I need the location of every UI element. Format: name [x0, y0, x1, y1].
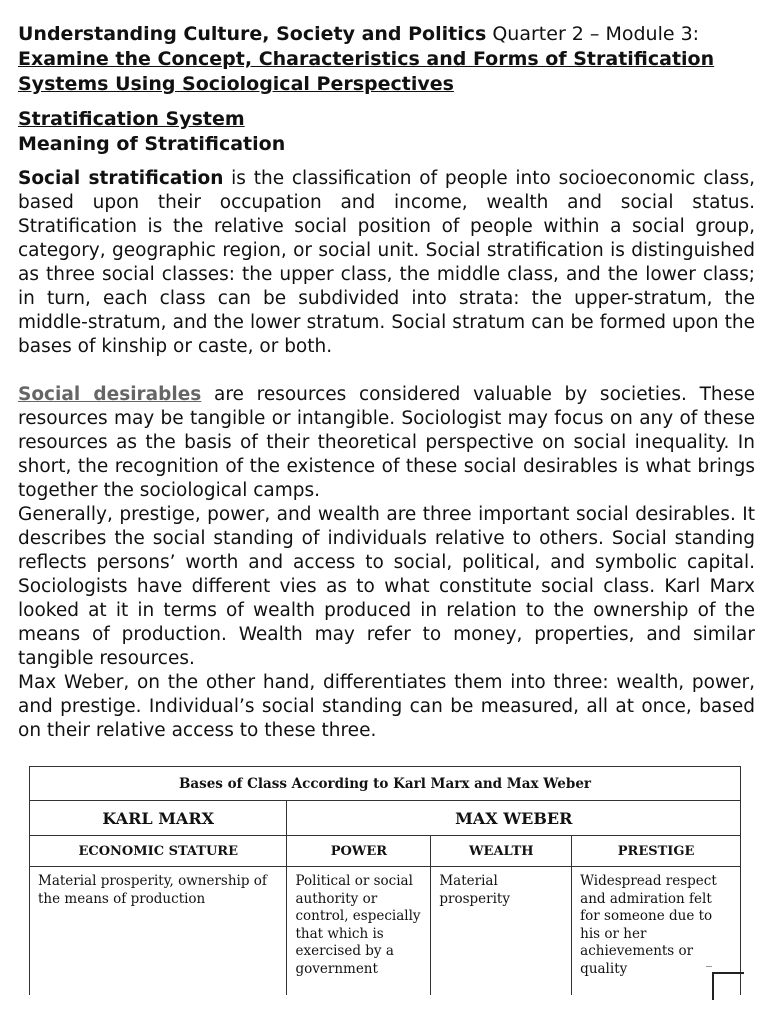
paragraph-max-weber: Max Weber, on the other hand, differentiates them into three: wealth, power, and prestige. Individual’s social standing can be measured, all at once, based on their relative access to these three.: [18, 672, 755, 741]
paragraph-prestige-power-wealth: Generally, prestige, power, and wealth are three important social desirables. It describes the social standing of individuals relative to others. Social standing reflects persons’ worth and access to social, political, and symbolic capital. Sociologists have different vies as to what constitute social class. Karl Marx looked at it in terms of wealth produced in relation to the ownership of the means of production. Wealth may refer to money, properties, and similar tangible resources.: [18, 504, 755, 669]
term-social-desirables: Social desirables: [18, 384, 202, 405]
cell-economic-stature: Material prosperity, ownership of the means of production: [30, 867, 287, 996]
cell-prestige: Widespread respect and admiration felt for someone due to his or her achievements or quality: [572, 867, 741, 996]
cell-power: Political or social authority or control, especially that which is exercised by a government: [287, 867, 431, 996]
subheader-prestige: PRESTIGE: [572, 836, 741, 867]
subheader-power: POWER: [287, 836, 431, 867]
paragraph-social-stratification: [18, 167, 755, 359]
document-page: [18, 22, 755, 743]
bases-of-class-table: [29, 766, 741, 995]
module-label: Quarter 2 – Module 3:: [486, 23, 700, 45]
section-title-meaning: Meaning of Stratification: [18, 133, 286, 155]
cell-wealth: Material prosperity: [431, 867, 572, 996]
page-corner-mark: [712, 972, 744, 1000]
paragraph-text: are resources considered valuable by societies. These resources may be tangible or intangible. Sociologist may focus on any of these resources as the basis of their theoretical perspective on social inequality. In short, the recognition of the existence of these social desirables is what brings together the sociological camps.: [18, 384, 755, 501]
term-social-stratification: Social stratification: [18, 168, 224, 189]
section-title-stratification-system: Stratification System: [18, 108, 245, 130]
page-mark: [706, 966, 712, 971]
header-max-weber: MAX WEBER: [287, 801, 741, 836]
subheader-economic-stature: ECONOMIC STATURE: [30, 836, 287, 867]
table-title: Bases of Class According to Karl Marx and Max Weber: [30, 767, 741, 801]
paragraph-social-desirables: [18, 383, 755, 503]
header-karl-marx: KARL MARX: [30, 801, 287, 836]
subheader-wealth: WEALTH: [431, 836, 572, 867]
module-subtitle: [18, 47, 755, 97]
course-header: [18, 22, 755, 47]
course-title: Understanding Culture, Society and Politics: [18, 23, 487, 45]
module-subtitle-text: Examine the Concept, Characteristics and Forms of Stratification Systems Using Sociological Perspectives: [18, 48, 715, 95]
paragraph-text: is the classification of people into socioeconomic class, based upon their occupation and income, wealth and social status. Stratification is the relative social position of people within a social group, category, geographic region, or social unit. Social stratification is distinguished as three social classes: the upper class, the middle class, and the lower class; in turn, each class can be subdivided into strata: the upper-stratum, the middle-stratum, and the lower stratum. Social stratum can be formed upon the bases of kinship or caste, or both.: [18, 168, 756, 357]
